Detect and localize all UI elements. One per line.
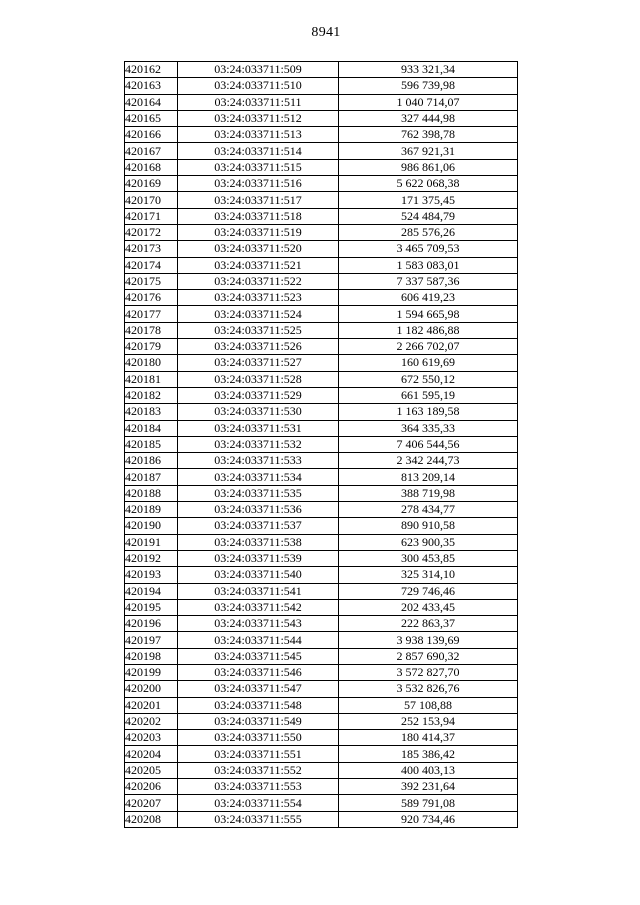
row-number-cell: 420193 xyxy=(125,567,178,583)
row-number-cell: 420165 xyxy=(125,110,178,126)
table-row xyxy=(125,306,518,322)
row-number-cell: 420190 xyxy=(125,518,178,534)
value-cell: 986 861,06 xyxy=(339,159,518,175)
row-number-cell: 420191 xyxy=(125,534,178,550)
table-row xyxy=(125,387,518,403)
cadastral-number-cell: 03:24:033711:514 xyxy=(178,143,339,159)
cadastral-number-cell: 03:24:033711:534 xyxy=(178,469,339,485)
table-row xyxy=(125,62,518,78)
row-number-cell: 420203 xyxy=(125,730,178,746)
cadastral-number-cell: 03:24:033711:511 xyxy=(178,94,339,110)
table-row xyxy=(125,339,518,355)
table-row xyxy=(125,730,518,746)
table-row xyxy=(125,241,518,257)
cadastral-number-cell: 03:24:033711:528 xyxy=(178,371,339,387)
value-cell: 325 314,10 xyxy=(339,567,518,583)
row-number-cell: 420167 xyxy=(125,143,178,159)
value-cell: 933 321,34 xyxy=(339,62,518,78)
table-row xyxy=(125,273,518,289)
value-cell: 729 746,46 xyxy=(339,583,518,599)
row-number-cell: 420204 xyxy=(125,746,178,762)
table-row xyxy=(125,550,518,566)
cadastral-number-cell: 03:24:033711:521 xyxy=(178,257,339,273)
row-number-cell: 420206 xyxy=(125,779,178,795)
cadastral-number-cell: 03:24:033711:548 xyxy=(178,697,339,713)
row-number-cell: 420181 xyxy=(125,371,178,387)
value-cell: 185 386,42 xyxy=(339,746,518,762)
value-cell: 7 406 544,56 xyxy=(339,436,518,452)
registry-table xyxy=(124,61,518,828)
cadastral-number-cell: 03:24:033711:554 xyxy=(178,795,339,811)
value-cell: 388 719,98 xyxy=(339,485,518,501)
table-row xyxy=(125,322,518,338)
cadastral-number-cell: 03:24:033711:527 xyxy=(178,355,339,371)
value-cell: 7 337 587,36 xyxy=(339,273,518,289)
value-cell: 920 734,46 xyxy=(339,811,518,827)
table-row xyxy=(125,224,518,240)
row-number-cell: 420200 xyxy=(125,681,178,697)
table-row xyxy=(125,192,518,208)
row-number-cell: 420176 xyxy=(125,290,178,306)
row-number-cell: 420162 xyxy=(125,62,178,78)
row-number-cell: 420194 xyxy=(125,583,178,599)
table-row xyxy=(125,94,518,110)
table-row xyxy=(125,616,518,632)
cadastral-number-cell: 03:24:033711:525 xyxy=(178,322,339,338)
cadastral-number-cell: 03:24:033711:546 xyxy=(178,664,339,680)
row-number-cell: 420208 xyxy=(125,811,178,827)
table-row xyxy=(125,453,518,469)
value-cell: 1 583 083,01 xyxy=(339,257,518,273)
cadastral-number-cell: 03:24:033711:540 xyxy=(178,567,339,583)
table-row xyxy=(125,127,518,143)
value-cell: 2 857 690,32 xyxy=(339,648,518,664)
table-row xyxy=(125,518,518,534)
cadastral-number-cell: 03:24:033711:517 xyxy=(178,192,339,208)
table-row xyxy=(125,355,518,371)
row-number-cell: 420164 xyxy=(125,94,178,110)
row-number-cell: 420177 xyxy=(125,306,178,322)
value-cell: 596 739,98 xyxy=(339,78,518,94)
cadastral-number-cell: 03:24:033711:552 xyxy=(178,762,339,778)
row-number-cell: 420178 xyxy=(125,322,178,338)
row-number-cell: 420168 xyxy=(125,159,178,175)
value-cell: 171 375,45 xyxy=(339,192,518,208)
row-number-cell: 420185 xyxy=(125,436,178,452)
cadastral-number-cell: 03:24:033711:513 xyxy=(178,127,339,143)
value-cell: 813 209,14 xyxy=(339,469,518,485)
page-number: 8941 xyxy=(311,25,341,40)
cadastral-number-cell: 03:24:033711:512 xyxy=(178,110,339,126)
cadastral-number-cell: 03:24:033711:533 xyxy=(178,453,339,469)
row-number-cell: 420166 xyxy=(125,127,178,143)
cadastral-number-cell: 03:24:033711:510 xyxy=(178,78,339,94)
cadastral-number-cell: 03:24:033711:542 xyxy=(178,599,339,615)
value-cell: 367 921,31 xyxy=(339,143,518,159)
row-number-cell: 420207 xyxy=(125,795,178,811)
cadastral-number-cell: 03:24:033711:547 xyxy=(178,681,339,697)
table-row xyxy=(125,599,518,615)
registry-table-body xyxy=(125,62,518,828)
table-row xyxy=(125,534,518,550)
table-row xyxy=(125,176,518,192)
row-number-cell: 420184 xyxy=(125,420,178,436)
row-number-cell: 420192 xyxy=(125,550,178,566)
table-row xyxy=(125,583,518,599)
row-number-cell: 420169 xyxy=(125,176,178,192)
table-row xyxy=(125,713,518,729)
cadastral-number-cell: 03:24:033711:520 xyxy=(178,241,339,257)
row-number-cell: 420183 xyxy=(125,404,178,420)
cadastral-number-cell: 03:24:033711:551 xyxy=(178,746,339,762)
cadastral-number-cell: 03:24:033711:536 xyxy=(178,502,339,518)
table-row xyxy=(125,746,518,762)
table-row xyxy=(125,779,518,795)
value-cell: 392 231,64 xyxy=(339,779,518,795)
value-cell: 57 108,88 xyxy=(339,697,518,713)
table-row xyxy=(125,795,518,811)
table-row xyxy=(125,485,518,501)
value-cell: 1 040 714,07 xyxy=(339,94,518,110)
row-number-cell: 420174 xyxy=(125,257,178,273)
row-number-cell: 420189 xyxy=(125,502,178,518)
table-row xyxy=(125,290,518,306)
cadastral-number-cell: 03:24:033711:539 xyxy=(178,550,339,566)
value-cell: 2 342 244,73 xyxy=(339,453,518,469)
cadastral-number-cell: 03:24:033711:516 xyxy=(178,176,339,192)
table-row xyxy=(125,469,518,485)
table-row xyxy=(125,208,518,224)
row-number-cell: 420179 xyxy=(125,339,178,355)
cadastral-number-cell: 03:24:033711:538 xyxy=(178,534,339,550)
value-cell: 762 398,78 xyxy=(339,127,518,143)
table-row xyxy=(125,110,518,126)
cadastral-number-cell: 03:24:033711:526 xyxy=(178,339,339,355)
row-number-cell: 420199 xyxy=(125,664,178,680)
row-number-cell: 420163 xyxy=(125,78,178,94)
cadastral-number-cell: 03:24:033711:522 xyxy=(178,273,339,289)
value-cell: 278 434,77 xyxy=(339,502,518,518)
table-row xyxy=(125,762,518,778)
cadastral-number-cell: 03:24:033711:519 xyxy=(178,224,339,240)
row-number-cell: 420186 xyxy=(125,453,178,469)
row-number-cell: 420170 xyxy=(125,192,178,208)
table-row xyxy=(125,78,518,94)
value-cell: 1 182 486,88 xyxy=(339,322,518,338)
value-cell: 300 453,85 xyxy=(339,550,518,566)
value-cell: 3 532 826,76 xyxy=(339,681,518,697)
table-row xyxy=(125,697,518,713)
value-cell: 606 419,23 xyxy=(339,290,518,306)
cadastral-number-cell: 03:24:033711:509 xyxy=(178,62,339,78)
row-number-cell: 420172 xyxy=(125,224,178,240)
table-row xyxy=(125,681,518,697)
value-cell: 1 163 189,58 xyxy=(339,404,518,420)
value-cell: 222 863,37 xyxy=(339,616,518,632)
row-number-cell: 420187 xyxy=(125,469,178,485)
value-cell: 252 153,94 xyxy=(339,713,518,729)
row-number-cell: 420171 xyxy=(125,208,178,224)
cadastral-number-cell: 03:24:033711:553 xyxy=(178,779,339,795)
row-number-cell: 420195 xyxy=(125,599,178,615)
value-cell: 3 938 139,69 xyxy=(339,632,518,648)
cadastral-number-cell: 03:24:033711:541 xyxy=(178,583,339,599)
value-cell: 661 595,19 xyxy=(339,387,518,403)
value-cell: 160 619,69 xyxy=(339,355,518,371)
row-number-cell: 420196 xyxy=(125,616,178,632)
table-row xyxy=(125,648,518,664)
cadastral-number-cell: 03:24:033711:537 xyxy=(178,518,339,534)
table-row xyxy=(125,159,518,175)
table-row xyxy=(125,632,518,648)
table-row xyxy=(125,420,518,436)
row-number-cell: 420201 xyxy=(125,697,178,713)
value-cell: 2 266 702,07 xyxy=(339,339,518,355)
value-cell: 5 622 068,38 xyxy=(339,176,518,192)
table-row xyxy=(125,371,518,387)
value-cell: 3 465 709,53 xyxy=(339,241,518,257)
cadastral-number-cell: 03:24:033711:535 xyxy=(178,485,339,501)
value-cell: 202 433,45 xyxy=(339,599,518,615)
table-row xyxy=(125,567,518,583)
cadastral-number-cell: 03:24:033711:555 xyxy=(178,811,339,827)
table-row xyxy=(125,664,518,680)
cadastral-number-cell: 03:24:033711:550 xyxy=(178,730,339,746)
cadastral-number-cell: 03:24:033711:523 xyxy=(178,290,339,306)
cadastral-number-cell: 03:24:033711:530 xyxy=(178,404,339,420)
value-cell: 623 900,35 xyxy=(339,534,518,550)
value-cell: 3 572 827,70 xyxy=(339,664,518,680)
value-cell: 890 910,58 xyxy=(339,518,518,534)
row-number-cell: 420197 xyxy=(125,632,178,648)
value-cell: 327 444,98 xyxy=(339,110,518,126)
row-number-cell: 420188 xyxy=(125,485,178,501)
cadastral-number-cell: 03:24:033711:515 xyxy=(178,159,339,175)
value-cell: 589 791,08 xyxy=(339,795,518,811)
cadastral-number-cell: 03:24:033711:544 xyxy=(178,632,339,648)
row-number-cell: 420198 xyxy=(125,648,178,664)
table-row xyxy=(125,436,518,452)
cadastral-number-cell: 03:24:033711:529 xyxy=(178,387,339,403)
row-number-cell: 420202 xyxy=(125,713,178,729)
cadastral-number-cell: 03:24:033711:549 xyxy=(178,713,339,729)
table-row xyxy=(125,404,518,420)
cadastral-number-cell: 03:24:033711:531 xyxy=(178,420,339,436)
cadastral-number-cell: 03:24:033711:518 xyxy=(178,208,339,224)
cadastral-number-cell: 03:24:033711:545 xyxy=(178,648,339,664)
value-cell: 400 403,13 xyxy=(339,762,518,778)
cadastral-number-cell: 03:24:033711:532 xyxy=(178,436,339,452)
row-number-cell: 420173 xyxy=(125,241,178,257)
table-row xyxy=(125,257,518,273)
row-number-cell: 420182 xyxy=(125,387,178,403)
table-row xyxy=(125,502,518,518)
value-cell: 285 576,26 xyxy=(339,224,518,240)
value-cell: 1 594 665,98 xyxy=(339,306,518,322)
value-cell: 180 414,37 xyxy=(339,730,518,746)
row-number-cell: 420205 xyxy=(125,762,178,778)
table-row xyxy=(125,811,518,827)
cadastral-number-cell: 03:24:033711:524 xyxy=(178,306,339,322)
value-cell: 672 550,12 xyxy=(339,371,518,387)
value-cell: 524 484,79 xyxy=(339,208,518,224)
value-cell: 364 335,33 xyxy=(339,420,518,436)
row-number-cell: 420180 xyxy=(125,355,178,371)
cadastral-number-cell: 03:24:033711:543 xyxy=(178,616,339,632)
table-row xyxy=(125,143,518,159)
row-number-cell: 420175 xyxy=(125,273,178,289)
